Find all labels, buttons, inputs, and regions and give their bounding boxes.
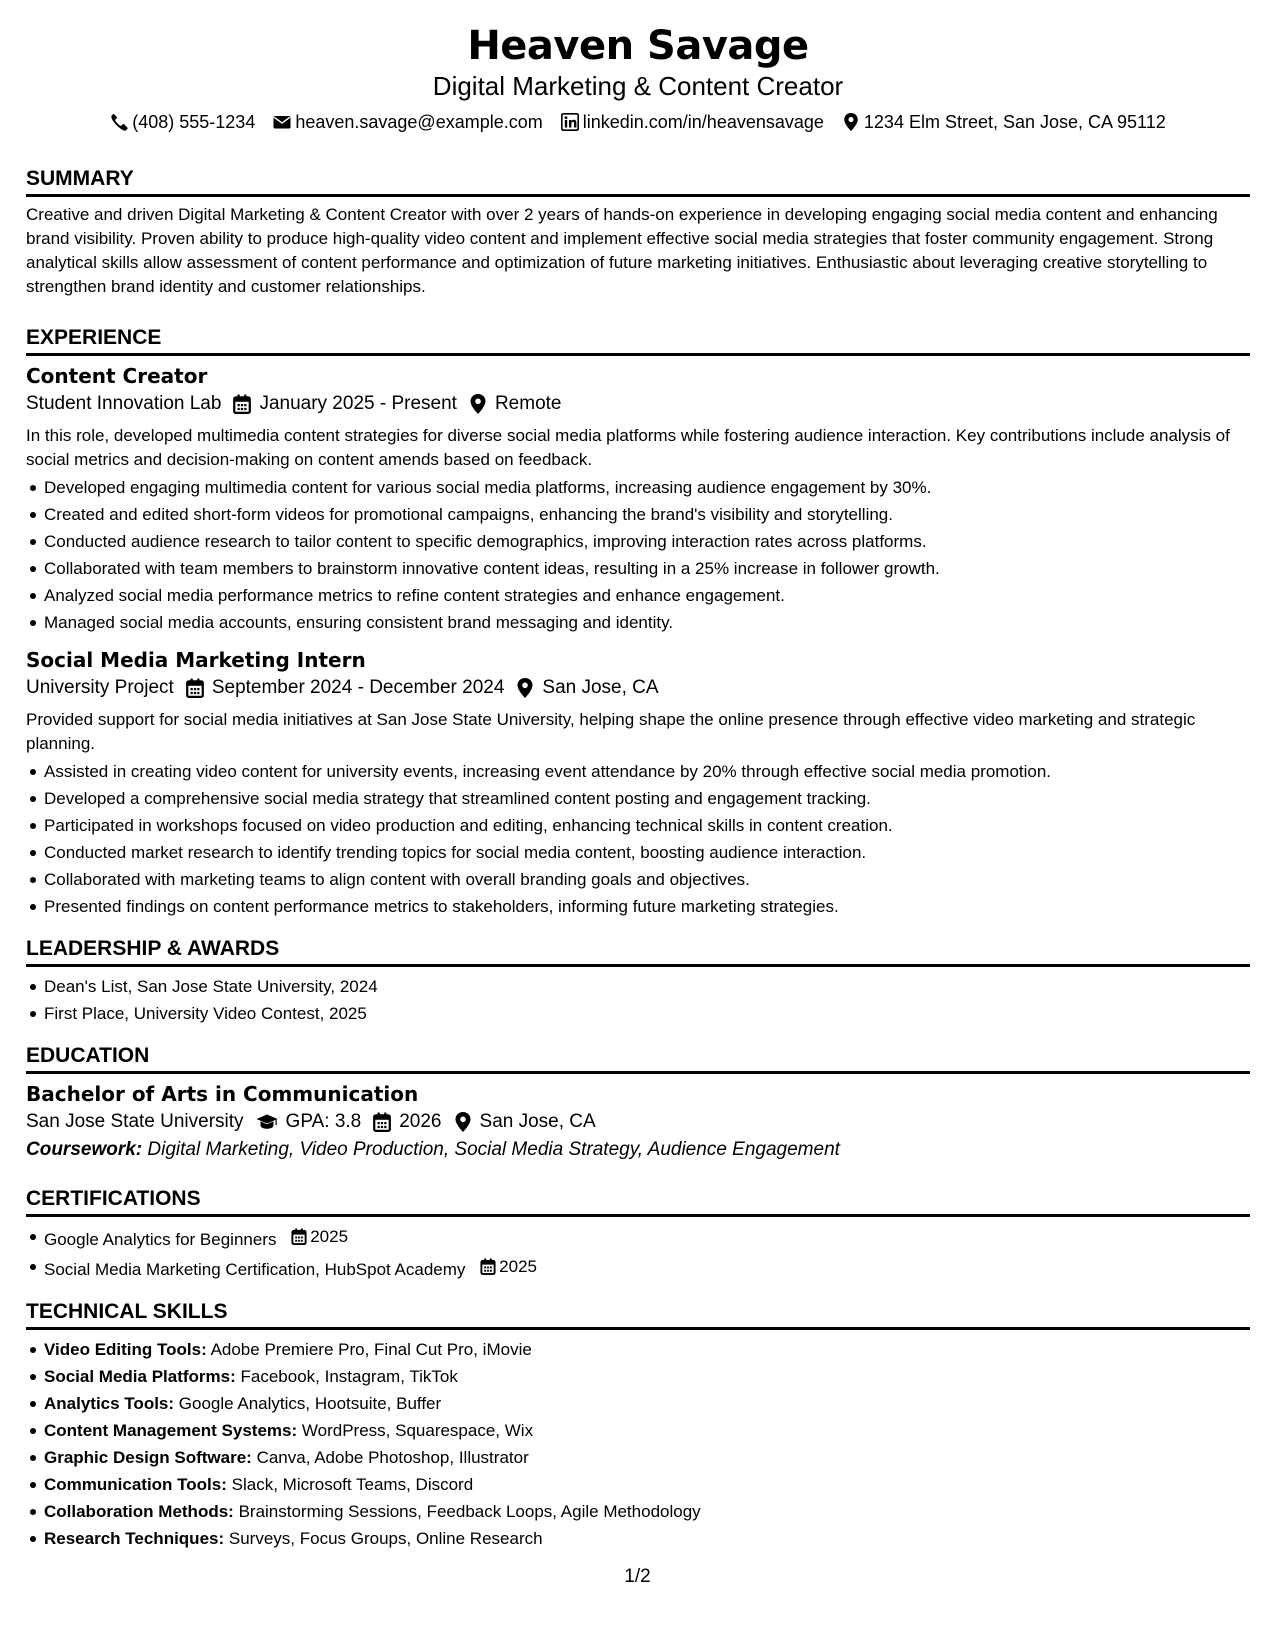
list-item: Collaborated with team members to brainstorm innovative content ideas, resulting in a 25% increase in follower growth.	[26, 555, 1250, 582]
skill-values: WordPress, Squarespace, Wix	[301, 1421, 534, 1440]
coursework-label: Coursework:	[26, 1139, 143, 1160]
section-heading: CERTIFICATIONS	[26, 1186, 1250, 1217]
job-entry	[26, 646, 1250, 920]
candidate-title: Digital Marketing & Content Creator	[432, 71, 844, 101]
list-item: Presented findings on content performance metrics to stakeholders, informing future marketing strategies.	[26, 893, 1250, 920]
certifications-list	[26, 1223, 1250, 1283]
skill-category: Communication Tools:	[44, 1475, 227, 1494]
list-item	[26, 1253, 1250, 1283]
skill-item	[26, 1471, 1250, 1498]
awards-section	[26, 936, 1250, 1027]
skill-category: Collaboration Methods:	[44, 1502, 234, 1521]
skill-item	[26, 1363, 1250, 1390]
list-item: Dean's List, San Jose State University, 2024	[26, 973, 1250, 1000]
list-item: Developed engaging multimedia content for various social media platforms, increasing audience engagement by 30%.	[26, 474, 1250, 501]
skill-category: Video Editing Tools:	[44, 1340, 207, 1359]
job-dates: January 2025 - Present	[259, 393, 457, 414]
phone-text: (408) 555-1234	[132, 112, 256, 132]
skill-item	[26, 1444, 1250, 1471]
skill-item	[26, 1336, 1250, 1363]
address-text: 1234 Elm Street, San Jose, CA 95112	[863, 112, 1166, 132]
list-item: Collaborated with marketing teams to align content with overall branding goals and objectives.	[26, 866, 1250, 893]
skill-category: Content Management Systems:	[44, 1421, 298, 1440]
location-pin-icon	[516, 678, 534, 698]
graduation-year: 2026	[399, 1111, 442, 1132]
contact-linkedin[interactable]	[561, 110, 824, 134]
section-heading: SUMMARY	[26, 166, 1250, 197]
section-heading: TECHNICAL SKILLS	[26, 1299, 1250, 1330]
certifications-section	[26, 1186, 1250, 1283]
list-item: Conducted audience research to tailor content to specific demographics, improving interaction rates across platforms.	[26, 528, 1250, 555]
skill-category: Analytics Tools:	[44, 1394, 175, 1413]
list-item	[26, 1223, 1250, 1253]
awards-list	[26, 973, 1250, 1027]
candidate-name: Heaven Savage	[467, 23, 809, 69]
certification-name: Google Analytics for Beginners	[44, 1230, 277, 1249]
calendar-icon	[233, 394, 251, 414]
list-item: Created and edited short-form videos for promotional campaigns, enhancing the brand's visibility and storytelling.	[26, 501, 1250, 528]
job-organization: Student Innovation Lab	[26, 393, 222, 414]
graduation-cap-icon	[256, 1114, 278, 1130]
certification-year: 2025	[499, 1257, 537, 1276]
education-location: San Jose, CA	[479, 1111, 596, 1132]
skill-values: Canva, Adobe Photoshop, Illustrator	[256, 1448, 529, 1467]
job-bullets	[26, 474, 1250, 636]
skill-item	[26, 1525, 1250, 1552]
list-item: Assisted in creating video content for university events, increasing event attendance by 20% through effective social media promotion.	[26, 758, 1250, 785]
skill-item	[26, 1498, 1250, 1525]
phone-icon	[110, 113, 128, 131]
school-name: San Jose State University	[26, 1111, 244, 1132]
education-section	[26, 1043, 1250, 1164]
coursework	[26, 1136, 1250, 1164]
list-item: Participated in workshops focused on video production and editing, enhancing technical skills in content creation.	[26, 812, 1250, 839]
contact-email[interactable]	[273, 110, 542, 134]
job-dates: September 2024 - December 2024	[211, 677, 505, 698]
job-title: Content Creator	[26, 364, 208, 388]
job-organization: University Project	[26, 677, 174, 698]
section-heading: EDUCATION	[26, 1043, 1250, 1074]
job-meta	[26, 390, 1250, 418]
job-meta	[26, 674, 1250, 702]
job-entry	[26, 362, 1250, 636]
list-item: Conducted market research to identify trending topics for social media content, boosting audience interaction.	[26, 839, 1250, 866]
skill-values: Facebook, Instagram, TikTok	[240, 1367, 458, 1386]
calendar-icon	[480, 1258, 496, 1275]
coursework-list: Digital Marketing, Video Production, Social Media Strategy, Audience Engagement	[147, 1139, 840, 1160]
section-heading: EXPERIENCE	[26, 325, 1250, 356]
job-bullets	[26, 758, 1250, 920]
skill-values: Google Analytics, Hootsuite, Buffer	[178, 1394, 442, 1413]
experience-section	[26, 325, 1250, 920]
list-item: First Place, University Video Contest, 2025	[26, 1000, 1250, 1027]
email-text: heaven.savage@example.com	[295, 112, 543, 132]
contact-address	[842, 110, 1166, 134]
section-heading: LEADERSHIP & AWARDS	[26, 936, 1250, 967]
summary-section	[26, 166, 1250, 299]
job-location: San Jose, CA	[542, 677, 659, 698]
skill-values: Slack, Microsoft Teams, Discord	[231, 1475, 474, 1494]
list-item: Analyzed social media performance metrics to refine content strategies and enhance engagement.	[26, 582, 1250, 609]
job-description: Provided support for social media initiatives at San Jose State University, helping shape the online presence through effective video marketing and strategic planning.	[26, 710, 1196, 753]
education-meta	[26, 1108, 1250, 1136]
location-pin-icon	[454, 1112, 472, 1132]
linkedin-icon	[561, 113, 579, 131]
job-description: In this role, developed multimedia content strategies for diverse social media platforms while fostering audience interaction. Key contributions include analysis of social metrics and decision-making on content amends based on feedback.	[26, 426, 1230, 469]
skills-section	[26, 1299, 1250, 1552]
gpa-text: GPA: 3.8	[285, 1111, 362, 1132]
skills-list	[26, 1336, 1250, 1552]
list-item: Developed a comprehensive social media strategy that streamlined content posting and engagement tracking.	[26, 785, 1250, 812]
contact-bar	[26, 110, 1250, 134]
skill-item	[26, 1390, 1250, 1417]
list-item: Managed social media accounts, ensuring consistent brand messaging and identity.	[26, 609, 1250, 636]
degree-title: Bachelor of Arts in Communication	[26, 1082, 419, 1106]
job-title: Social Media Marketing Intern	[26, 648, 366, 672]
calendar-icon	[373, 1112, 391, 1132]
summary-text: Creative and driven Digital Marketing & Content Creator with over 2 years of hands-on experience in developing engaging social media content and enhancing brand visibility. Proven ability to produce high-quality video content and implement effective social media strategies that foster community engagement. Strong analytical skills allow assessment of content performance and optimization of future marketing initiatives. Enthusiastic about leveraging creative storytelling to strengthen brand identity and customer relationships.	[26, 205, 1218, 296]
calendar-icon	[186, 678, 204, 698]
skill-values: Surveys, Focus Groups, Online Research	[228, 1529, 543, 1548]
certification-year: 2025	[310, 1227, 349, 1246]
skill-item	[26, 1417, 1250, 1444]
calendar-icon	[291, 1228, 307, 1245]
page-number: 1/2	[624, 1566, 651, 1587]
skill-values: Brainstorming Sessions, Feedback Loops, Agile Methodology	[238, 1502, 701, 1521]
skill-values: Adobe Premiere Pro, Final Cut Pro, iMovie	[210, 1340, 532, 1359]
linkedin-text: linkedin.com/in/heavensavage	[582, 112, 824, 132]
skill-category: Graphic Design Software:	[44, 1448, 252, 1467]
skill-category: Social Media Platforms:	[44, 1367, 236, 1386]
job-location: Remote	[494, 393, 562, 414]
contact-phone[interactable]	[110, 110, 255, 134]
envelope-icon	[273, 113, 291, 131]
location-pin-icon	[469, 394, 487, 414]
resume-page	[26, 20, 1250, 1552]
location-pin-icon	[842, 113, 860, 131]
skill-category: Research Techniques:	[44, 1529, 225, 1548]
certification-name: Social Media Marketing Certification, HubSpot Academy	[44, 1260, 466, 1279]
